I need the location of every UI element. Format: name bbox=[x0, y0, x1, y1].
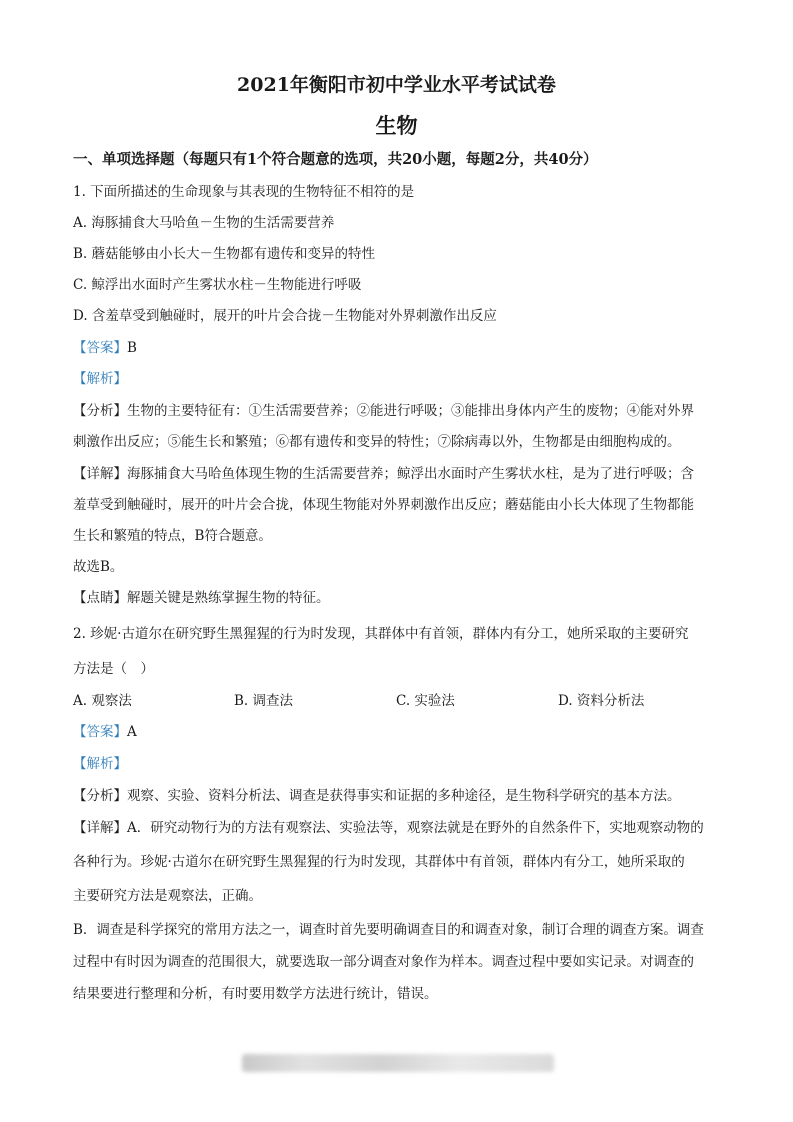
q2-stem-line-2: 方法是（ ） bbox=[73, 661, 154, 677]
q1-option-b: B. 蘑菇能够由小长大－生物都有遗传和变异的特性 bbox=[73, 246, 376, 262]
q2-b-line-2: 过程中有时因为调查的范围很大，就要选取一部分调查对象作为样本。调查过程中要如实记录。对调查的 bbox=[73, 954, 694, 970]
xiangjie-tag: 【详解】 bbox=[73, 820, 127, 836]
q1-xiangjie-text-1: 海豚捕食大马哈鱼体现生物的生活需要营养；鲸浮出水面时产生雾状水柱，是为了进行呼吸；含 bbox=[127, 466, 694, 482]
q1-stem: 1. 下面所描述的生命现象与其表现的生物特征不相符的是 bbox=[73, 184, 415, 200]
q1-fenxi-line-2: 刺激作出反应；⑤能生长和繁殖；⑥都有遗传和变异的特性；⑦除病毒以外，生物都是由细胞构成的。 bbox=[73, 434, 681, 450]
xiangjie-tag: 【详解】 bbox=[73, 466, 127, 482]
q1-option-a: A. 海豚捕食大马哈鱼－生物的生活需要营养 bbox=[73, 215, 335, 231]
q1-option-c: C. 鲸浮出水面时产生雾状水柱－生物能进行呼吸 bbox=[73, 277, 362, 293]
q1-xiangjie-line-3: 生长和繁殖的特点，B符合题意。 bbox=[73, 528, 272, 544]
q2-fenxi-text: 观察、实验、资料分析法、调查是获得事实和证据的多种途径，是生物科学研究的基本方法。 bbox=[127, 788, 681, 804]
fenxi-tag: 【分析】 bbox=[73, 788, 127, 804]
q2-xiangjie-line-2: 各种行为。珍妮·古道尔在研究野生黑猩猩的行为时发现，其群体中有首领，群体内有分工，她所采取的 bbox=[73, 854, 685, 870]
q2-xiangjie-line-1 bbox=[73, 818, 733, 838]
q1-xiangjie-line-1 bbox=[73, 464, 733, 484]
q2-b-line-1: B．调查是科学探究的常用方法之一，调查时首先要明确调查目的和调查对象，制订合理的调查方案。调查 bbox=[73, 922, 704, 938]
blurred-footer-watermark bbox=[242, 1054, 554, 1072]
q1-dianjing-text: 解题关键是熟练掌握生物的特征。 bbox=[127, 590, 330, 606]
q1-conclusion: 故选B。 bbox=[73, 559, 124, 575]
q2-b-line-3: 结果要进行整理和分析，有时要用数学方法进行统计，错误。 bbox=[73, 986, 438, 1002]
q2-analysis-tag: 【解析】 bbox=[73, 756, 127, 772]
q1-fenxi-line-1 bbox=[73, 401, 733, 421]
q2-option-a: A. 观察法 bbox=[73, 693, 132, 709]
answer-tag: 【答案】 bbox=[73, 724, 127, 740]
section-heading: 一、单项选择题（每题只有1个符合题意的选项，共20小题，每题2分，共40分） bbox=[73, 151, 598, 168]
q2-xiangjie-line-3: 主要研究方法是观察法，正确。 bbox=[73, 888, 262, 904]
q2-stem-line-1: 2. 珍妮·古道尔在研究野生黑猩猩的行为时发现，其群体中有首领，群体内有分工，她所采取的主要研究 bbox=[73, 626, 689, 642]
q2-option-c: C. 实验法 bbox=[396, 693, 455, 709]
q2-option-b: B. 调查法 bbox=[234, 693, 294, 709]
dianjing-tag: 【点睛】 bbox=[73, 590, 127, 606]
q2-xiangjie-text-1: A．研究动物行为的方法有观察法、实验法等，观察法就是在野外的自然条件下，实地观察动物的 bbox=[127, 820, 704, 836]
answer-tag: 【答案】 bbox=[73, 340, 127, 356]
q2-answer bbox=[73, 722, 733, 742]
q1-answer bbox=[73, 338, 733, 358]
q2-answer-value: A bbox=[127, 724, 137, 740]
q1-dianjing bbox=[73, 588, 733, 608]
q2-fenxi bbox=[73, 786, 733, 806]
fenxi-tag: 【分析】 bbox=[73, 403, 127, 419]
q1-answer-value: B bbox=[127, 340, 137, 356]
subject-title: 生物 bbox=[375, 113, 418, 138]
q2-option-d: D. 资料分析法 bbox=[558, 693, 645, 709]
q1-option-d: D. 含羞草受到触碰时，展开的叶片会合拢－生物能对外界刺激作出反应 bbox=[73, 308, 497, 324]
q1-analysis-tag: 【解析】 bbox=[73, 371, 127, 387]
exam-title: 2021年衡阳市初中学业水平考试试卷 bbox=[237, 74, 556, 96]
q1-fenxi-text-1: 生物的主要特征有：①生活需要营养；②能进行呼吸；③能排出身体内产生的废物；④能对外界 bbox=[127, 403, 694, 419]
q1-xiangjie-line-2: 羞草受到触碰时，展开的叶片会合拢，体现生物能对外界刺激作出反应；蘑菇能由小长大体现了生物都能 bbox=[73, 497, 694, 513]
